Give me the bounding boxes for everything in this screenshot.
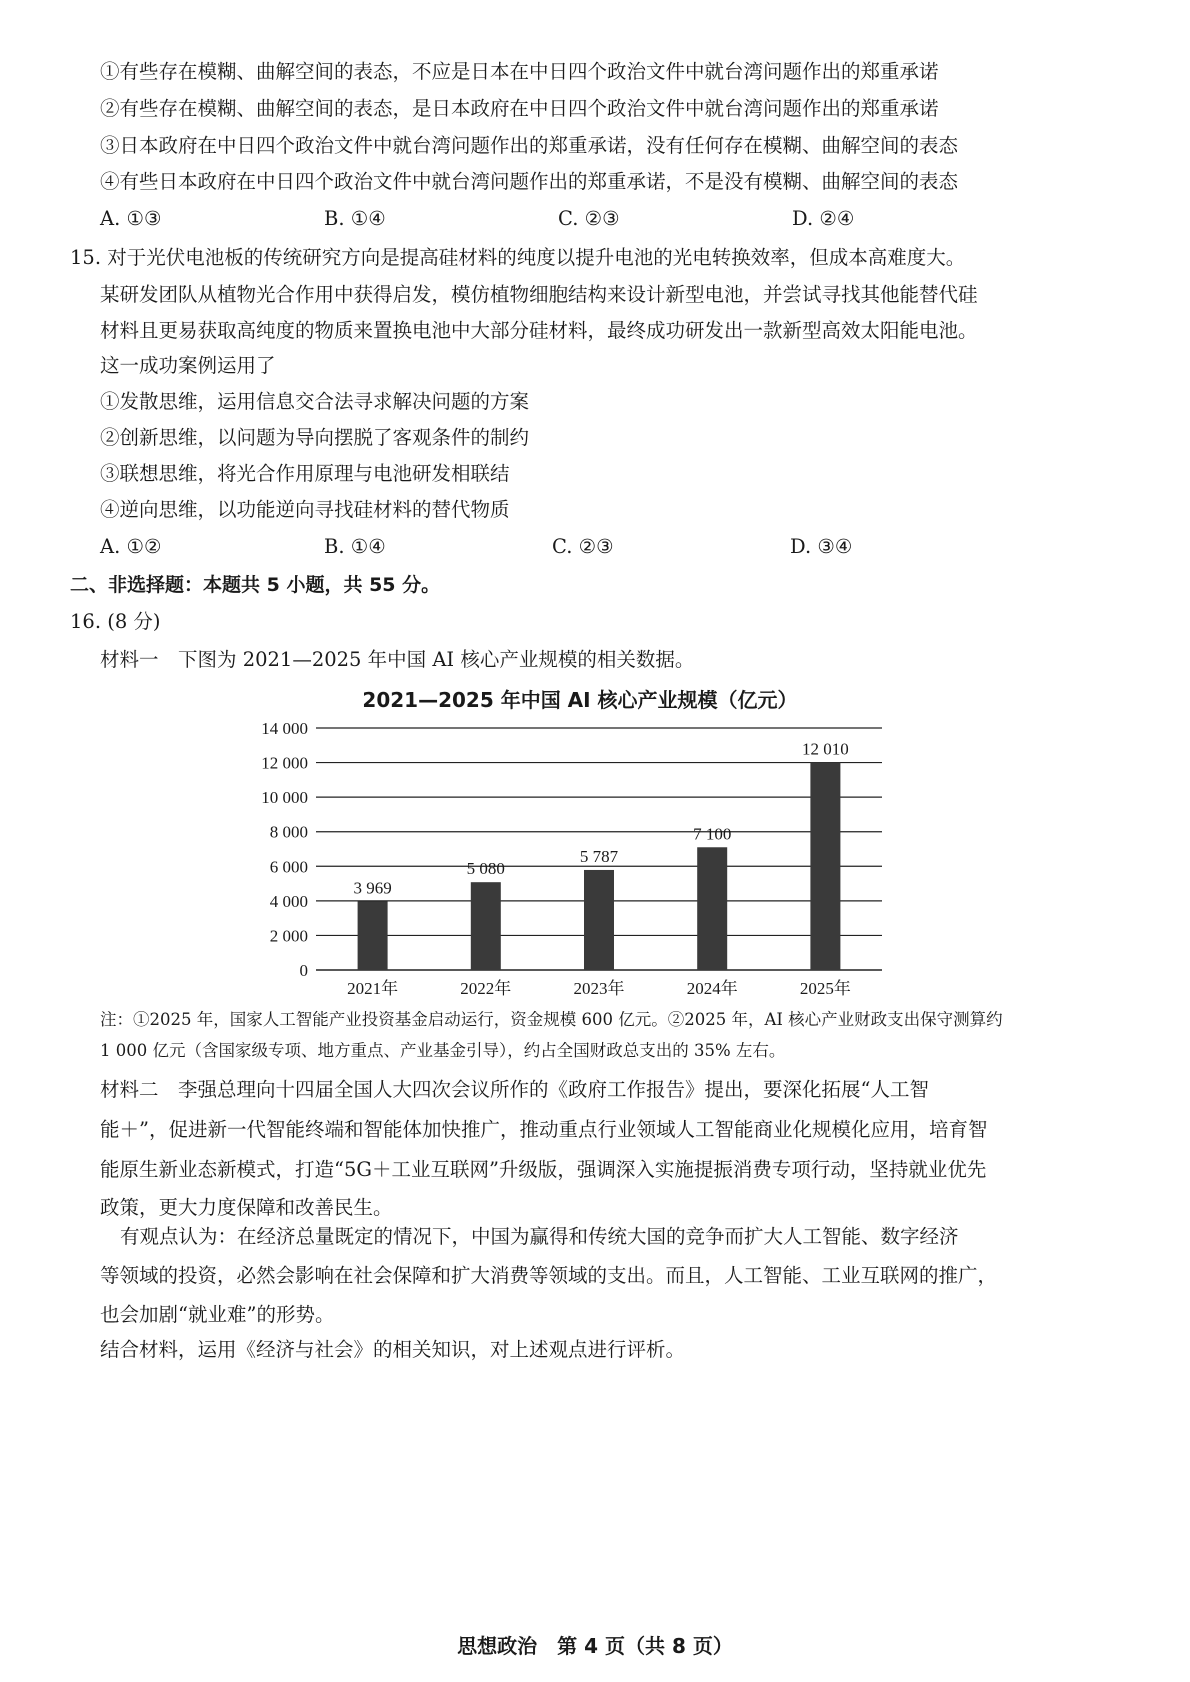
q14-choice-b: B. ①④ (324, 207, 386, 230)
bar-value-label: 3 969 (353, 878, 392, 898)
q14-choice-a: A. ①③ (100, 207, 162, 230)
q15-option-3: ③联想思维，将光合作用原理与电池研发相联结 (100, 462, 510, 485)
q16-material1: 材料一 下图为 2021—2025 年中国 AI 核心产业规模的相关数据。 (100, 648, 695, 671)
bar (810, 762, 840, 970)
q16-material2-line-4: 政策，更大力度保障和改善民生。 (100, 1196, 393, 1219)
q16-material2-line-2: 能＋”，促进新一代智能终端和智能体加快推广，推动重点行业领域人工智能商业化规模化应用，培育智 (100, 1118, 988, 1141)
q15-option-2: ②创新思维，以问题为导向摆脱了客观条件的制约 (100, 426, 530, 449)
q15-choice-d: D. ③④ (790, 535, 853, 558)
q16-viewpoint-line-1: 有观点认为：在经济总量既定的情况下，中国为赢得和传统大国的竞争而扩大人工智能、数字经济 (120, 1225, 959, 1248)
q15-stem-line-4: 这一成功案例运用了 (100, 354, 276, 377)
bar-value-label: 5 080 (466, 859, 505, 879)
y-tick-label: 14 000 (261, 719, 308, 738)
y-tick-label: 0 (299, 961, 308, 980)
q15-stem-line-2: 某研发团队从植物光合作用中获得启发，模仿植物细胞结构来设计新型电池，并尝试寻找其他能替代硅 (100, 283, 978, 306)
q14-option-4: ④有些日本政府在中日四个政治文件中就台湾问题作出的郑重承诺，不是没有模糊、曲解空间的表态 (100, 170, 959, 193)
bar-value-label: 12 010 (802, 739, 849, 759)
q15-option-1: ①发散思维，运用信息交合法寻求解决问题的方案 (100, 390, 530, 413)
q14-choice-d: D. ②④ (792, 207, 855, 230)
q14-option-1: ①有些存在模糊、曲解空间的表态，不应是日本在中日四个政治文件中就台湾问题作出的郑重承诺 (100, 60, 939, 83)
q15-choice-c: C. ②③ (552, 535, 614, 558)
q16-material2-line-1: 材料二 李强总理向十四届全国人大四次会议所作的《政府工作报告》提出，要深化拓展“人工智 (100, 1078, 929, 1101)
q14-option-3: ③日本政府在中日四个政治文件中就台湾问题作出的郑重承诺，没有任何存在模糊、曲解空间的表态 (100, 134, 959, 157)
bar-value-label: 5 787 (579, 846, 619, 866)
chart-title: 2021—2025 年中国 AI 核心产业规模（亿元） (362, 688, 798, 712)
q16-viewpoint-line-3: 也会加剧“就业难”的形势。 (100, 1303, 335, 1326)
x-tick-label: 2025年 (799, 979, 851, 998)
page-footer: 思想政治 第 4 页（共 8 页） (457, 1634, 733, 1658)
y-tick-label: 4 000 (269, 891, 308, 911)
q15-stem-line-1: 15. 对于光伏电池板的传统研究方向是提高硅材料的纯度以提升电池的光电转换效率，但成本高难度大。 (70, 246, 966, 269)
x-tick-label: 2023年 (573, 979, 625, 998)
q15-choice-b: B. ①④ (324, 535, 386, 558)
y-tick-label: 10 000 (261, 788, 308, 808)
y-tick-label: 2 000 (269, 926, 308, 946)
y-tick-label: 12 000 (261, 753, 308, 773)
section-heading: 二、非选择题：本题共 5 小题，共 55 分。 (70, 574, 441, 596)
bar (358, 901, 388, 970)
q16-material2-line-3: 能原生新业态新模式，打造“5G＋工业互联网”升级版，强调深入实施提振消费专项行动，坚持就业优先 (100, 1158, 987, 1181)
x-tick-label: 2022年 (460, 979, 512, 998)
y-tick-label: 8 000 (269, 822, 308, 842)
x-tick-label: 2021年 (347, 979, 399, 998)
bar (697, 847, 727, 970)
bar (584, 870, 614, 970)
q16-viewpoint-line-2: 等领域的投资，必然会影响在社会保障和扩大消费等领域的支出。而且，人工智能、工业互联网的推广， (100, 1264, 998, 1287)
q15-choice-a: A. ①② (100, 535, 162, 558)
bar-chart (230, 680, 910, 1000)
q15-stem-line-3: 材料且更易获取高纯度的物质来置换电池中大部分硅材料，最终成功研发出一款新型高效太阳能电池。 (100, 319, 978, 342)
x-tick-label: 2024年 (686, 979, 738, 998)
bar (471, 882, 501, 970)
chart-note-line-2: 1 000 亿元（含国家级专项、地方重点、产业基金引导），约占全国财政总支出的 35% 左右。 (100, 1041, 786, 1060)
y-tick-label: 6 000 (269, 857, 308, 877)
q15-option-4: ④逆向思维，以功能逆向寻找硅材料的替代物质 (100, 498, 510, 521)
q16-header: 16. (8 分) (70, 610, 161, 633)
chart-note-line-1: 注：①2025 年，国家人工智能产业投资基金启动运行，资金规模 600 亿元。②2025 年，AI 核心产业财政支出保守测算约 (100, 1010, 1003, 1029)
q16-task: 结合材料，运用《经济与社会》的相关知识，对上述观点进行评析。 (100, 1338, 686, 1361)
bar-value-label: 7 100 (693, 824, 732, 844)
q14-option-2: ②有些存在模糊、曲解空间的表态，是日本政府在中日四个政治文件中就台湾问题作出的郑重承诺 (100, 97, 939, 120)
q14-choice-c: C. ②③ (558, 207, 620, 230)
